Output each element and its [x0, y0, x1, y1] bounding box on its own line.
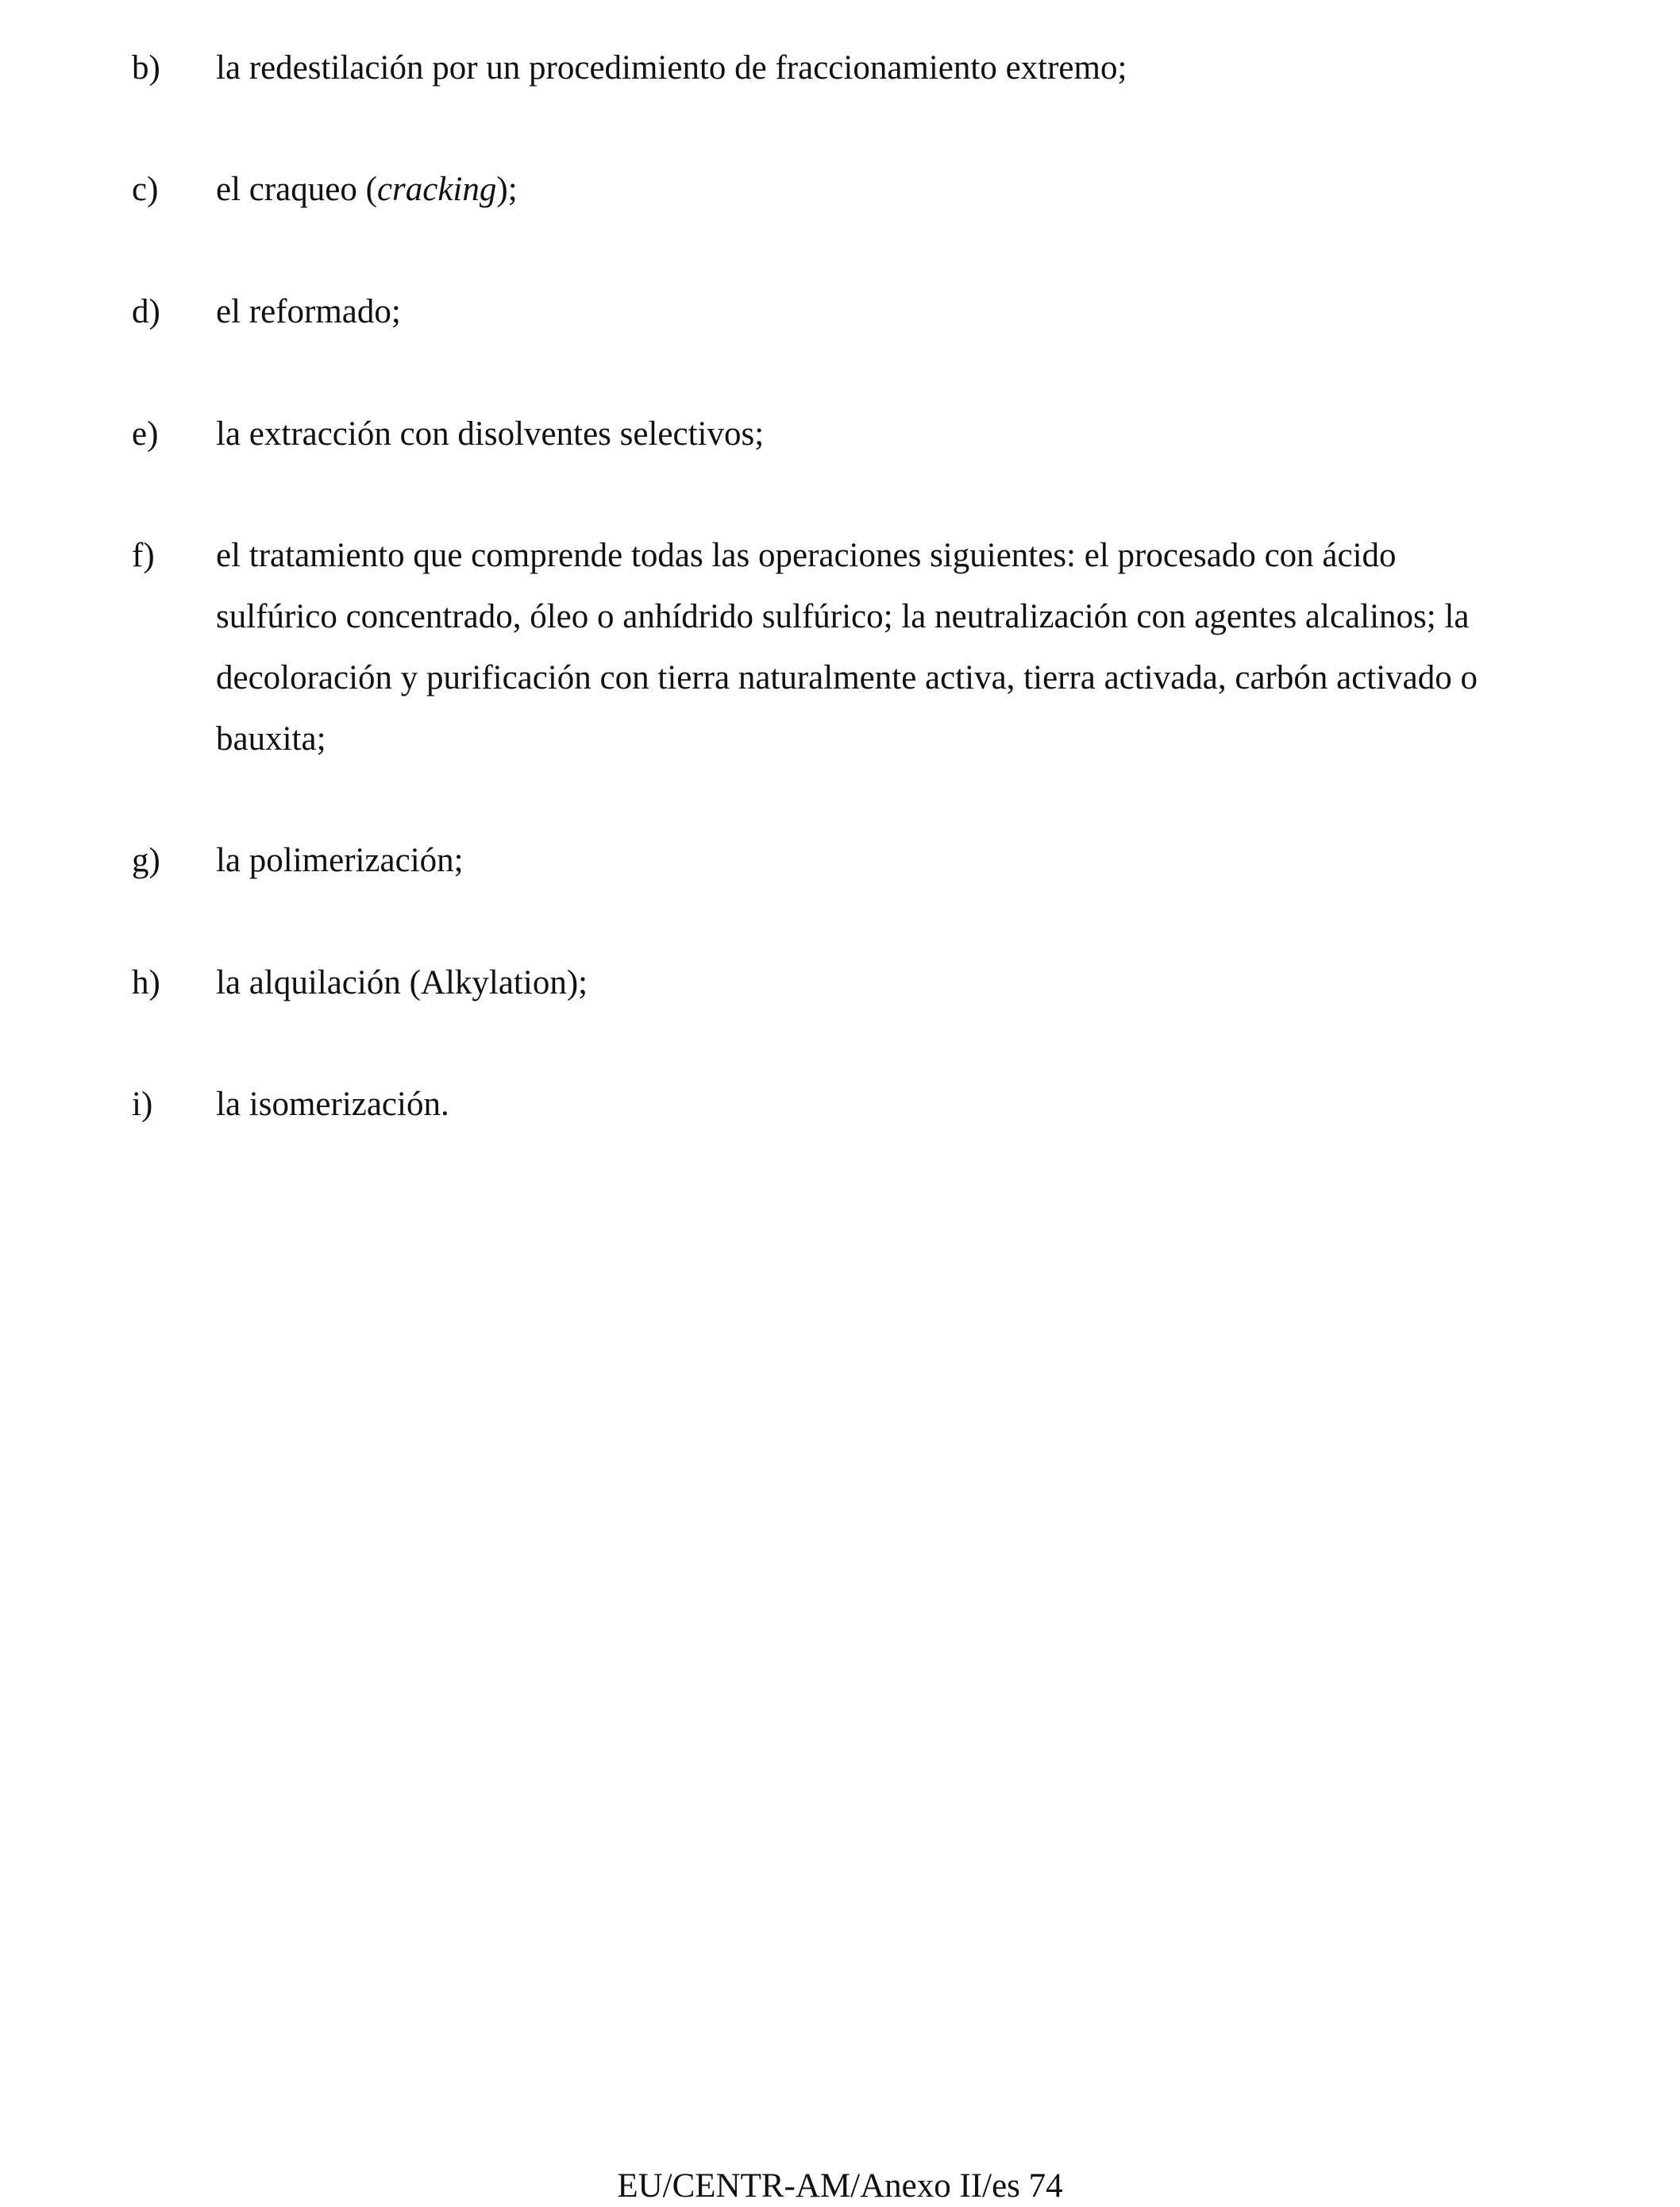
text-line: el tratamiento que comprende todas las operaciones siguientes: el procesado con ácido: [216, 537, 1397, 574]
list-item-text: la extracción con disolventes selectivos;: [216, 415, 765, 453]
list-item-text: la redestilación por un procedimiento de fraccionamiento extremo;: [216, 49, 1127, 87]
list-marker: h): [132, 964, 160, 1001]
text-line: decoloración y purificación con tierra naturalmente activa, tierra activada, carbón activado o: [216, 659, 1478, 696]
text-pre: el craqueo (: [216, 171, 377, 208]
list-marker: d): [132, 293, 160, 330]
list-item-text: la isomerización.: [216, 1086, 449, 1123]
page-footer: EU/CENTR-AM/Anexo II/es 74: [617, 2167, 1063, 2205]
list-marker: i): [132, 1086, 153, 1123]
list-item-text: [216, 159, 1550, 220]
list-marker: f): [132, 537, 155, 574]
italic-term: cracking: [376, 171, 497, 208]
list-marker: c): [132, 171, 159, 208]
list-item-text: [216, 525, 1550, 770]
list-marker: e): [132, 415, 159, 453]
text-line: bauxita;: [216, 720, 326, 758]
list-marker: b): [132, 49, 160, 87]
text-line: sulfúrico concentrado, óleo o anhídrido sulfúrico; la neutralización con agentes alcalinos; la: [216, 598, 1470, 635]
list-item-text: la alquilación (Alkylation);: [216, 964, 588, 1001]
list-item-text: la polimerización;: [216, 842, 464, 879]
list-marker: g): [132, 842, 160, 879]
text-post: );: [496, 171, 518, 208]
list-item-text: el reformado;: [216, 293, 401, 330]
